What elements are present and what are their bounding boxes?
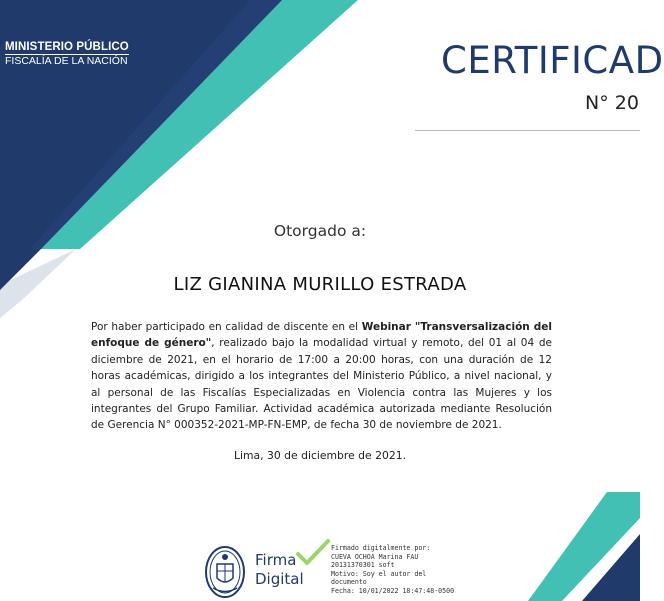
certificate-title: CERTIFICAD xyxy=(441,39,664,82)
awarded-label: Otorgado a: xyxy=(273,222,367,240)
national-seal-icon xyxy=(203,542,247,600)
paragraph-text-start: Por haber participado en calidad de discente en el xyxy=(91,321,362,333)
webinar-title: Webinar "Transversalización del enfoque de género" xyxy=(91,321,553,350)
paragraph-text-rest: , realizado bajo la modalidad virtual y remoto, del 01 al 04 de diciembre de 2021, en el horario de 17:00 a 20:00 horas, con una duración de 12 horas académicas, dirigido a los integrantes del Ministerio Público, a nivel nacional, y al personal de las Fiscalías Especializadas en Violencia contra las Mujeres y los integrantes del Grupo Familiar. Actividad académica autorizada mediante Resolución de Gerencia N° 000352-2021-MP-FN-EMP, de fecha 30 de noviembre de 2021. xyxy=(91,337,552,432)
signature-detail-line: documento xyxy=(331,578,367,587)
certificate-body-paragraph xyxy=(91,319,552,434)
org-name: MINISTERIO PÚBLICO xyxy=(5,41,129,53)
checkmark-icon xyxy=(295,538,331,568)
signature-details xyxy=(331,544,454,596)
signature-detail-line: Motivo: Soy el autor del xyxy=(331,569,427,578)
firma-word: Firma xyxy=(255,551,297,569)
recipient-name: LIZ GIANINA MURILLO ESTRADA xyxy=(173,274,467,295)
signature-detail-line: CUEVA OCHOA Marina FAU xyxy=(331,552,419,561)
org-subtitle: FISCALÍA DE LA NACIÓN xyxy=(5,54,128,67)
signature-detail-line: Firmado digitalmente por: xyxy=(331,544,431,552)
certificate-number: N° 20 xyxy=(585,92,639,114)
digital-word: Digital xyxy=(255,570,304,588)
title-divider xyxy=(415,130,640,131)
issue-date-line: Lima, 30 de diciembre de 2021. xyxy=(233,449,407,462)
org-logo xyxy=(5,41,129,67)
signature-detail-line: Fecha: 10/01/2022 18:47:48-0500 xyxy=(331,586,455,595)
signature-detail-line: 20131370301 soft xyxy=(331,561,395,570)
